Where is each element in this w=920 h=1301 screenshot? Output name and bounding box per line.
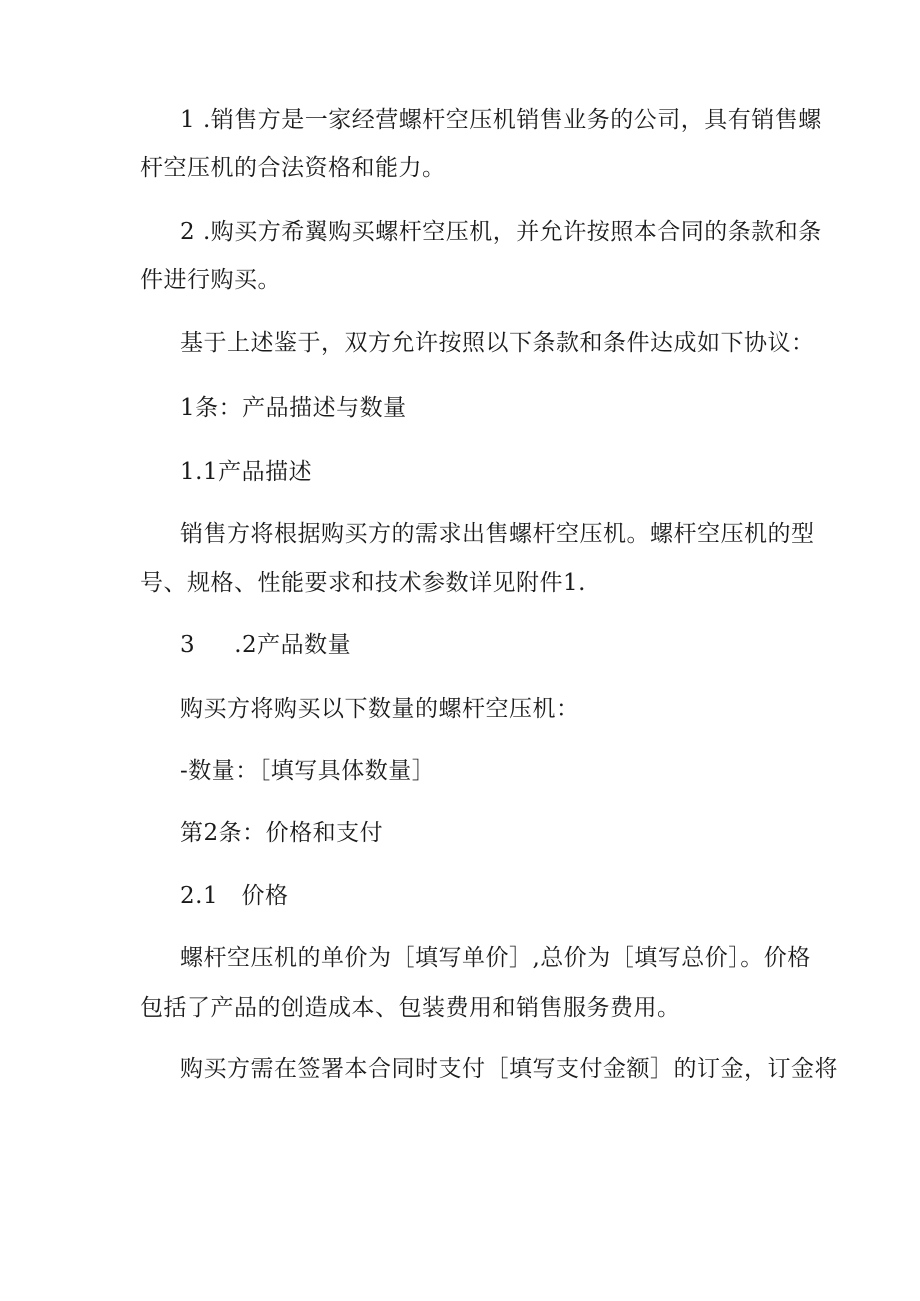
subsection-1-1-heading: 1.1产品描述 [180, 459, 313, 485]
paragraph-3: 基于上述鉴于，双方允许按照以下条款和条件达成如下协议： [180, 330, 815, 356]
paragraph-6-line-1: 螺杆空压机的单价为［填写单价］,总价为［填写总价］。价格 [180, 945, 811, 971]
subsection-1-2-heading: 3 .2产品数量 [180, 632, 352, 658]
section-2-heading: 第2条：价格和支付 [180, 820, 384, 846]
paragraph-7-line-1: 购买方需在签署本合同时支付［填写支付金额］的订金，订金将 [180, 1056, 838, 1082]
paragraph-5: 购买方将购买以下数量的螺杆空压机： [180, 696, 580, 722]
paragraph-2-line-2: 件进行购买。 [140, 267, 281, 293]
paragraph-1-line-1: 1 .销售方是一家经营螺杆空压机销售业务的公司，具有销售螺 [180, 107, 822, 133]
paragraph-6-line-2: 包括了产品的创造成本、包装费用和销售服务费用。 [140, 995, 681, 1021]
paragraph-4-line-2: 号、规格、性能要求和技术参数详见附件1. [140, 570, 586, 596]
subsection-2-1-heading: 2.1 价格 [180, 883, 289, 909]
paragraph-1-line-2: 杆空压机的合法资格和能力。 [140, 155, 446, 181]
quantity-line: -数量：［填写具体数量］ [180, 758, 436, 784]
section-1-heading: 1条：产品描述与数量 [180, 395, 407, 421]
paragraph-2-line-1: 2 .购买方希翼购买螺杆空压机，并允许按照本合同的条款和条 [180, 219, 822, 245]
paragraph-4-line-1: 销售方将根据购买方的需求出售螺杆空压机。螺杆空压机的型 [180, 521, 815, 547]
